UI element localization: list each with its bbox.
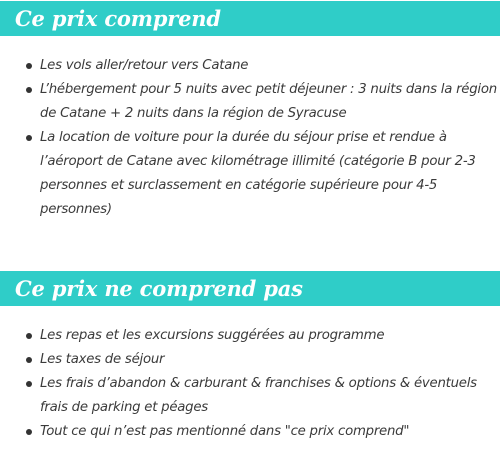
list-item-text: Les vols aller/retour vers Catane bbox=[40, 58, 249, 73]
bullet-icon bbox=[26, 87, 32, 93]
bullet-icon bbox=[26, 63, 32, 69]
not-included-section-header bbox=[0, 271, 500, 306]
bullet-icon bbox=[26, 381, 32, 387]
list-item-text: Les repas et les excursions suggérées au programme bbox=[40, 328, 385, 343]
list-item bbox=[26, 54, 500, 78]
list-item-text: La location de voiture pour la durée du séjour prise et rendue à l’aéroport de Catane avec kilométrage illimité (catégorie B pour 2-3 personnes et surclassement en catégorie supérieure pour 4-5 personnes) bbox=[40, 130, 476, 217]
list-item bbox=[26, 348, 500, 372]
list-item-text: Tout ce qui n’est pas mentionné dans "ce prix comprend" bbox=[40, 424, 410, 439]
not-included-section-title: Ce prix ne comprend pas bbox=[15, 276, 303, 301]
list-item bbox=[26, 324, 500, 348]
included-list bbox=[26, 54, 500, 222]
bullet-icon bbox=[26, 135, 32, 141]
list-item-text: L’hébergement pour 5 nuits avec petit déjeuner : 3 nuits dans la région de Catane + 2 nuits dans la région de Syracuse bbox=[40, 82, 497, 121]
bullet-icon bbox=[26, 333, 32, 339]
bullet-icon bbox=[26, 429, 32, 435]
list-item bbox=[26, 420, 500, 444]
included-section-header bbox=[0, 1, 500, 36]
list-item-text: Les taxes de séjour bbox=[40, 352, 165, 367]
bullet-icon bbox=[26, 357, 32, 363]
list-item bbox=[26, 78, 500, 126]
list-item bbox=[26, 126, 500, 222]
list-item-text: Les frais d’abandon & carburant & franchises & options & éventuels frais de parking et péages bbox=[40, 376, 477, 415]
list-item bbox=[26, 372, 500, 420]
included-section-title: Ce prix comprend bbox=[15, 6, 221, 31]
not-included-list bbox=[26, 324, 500, 444]
